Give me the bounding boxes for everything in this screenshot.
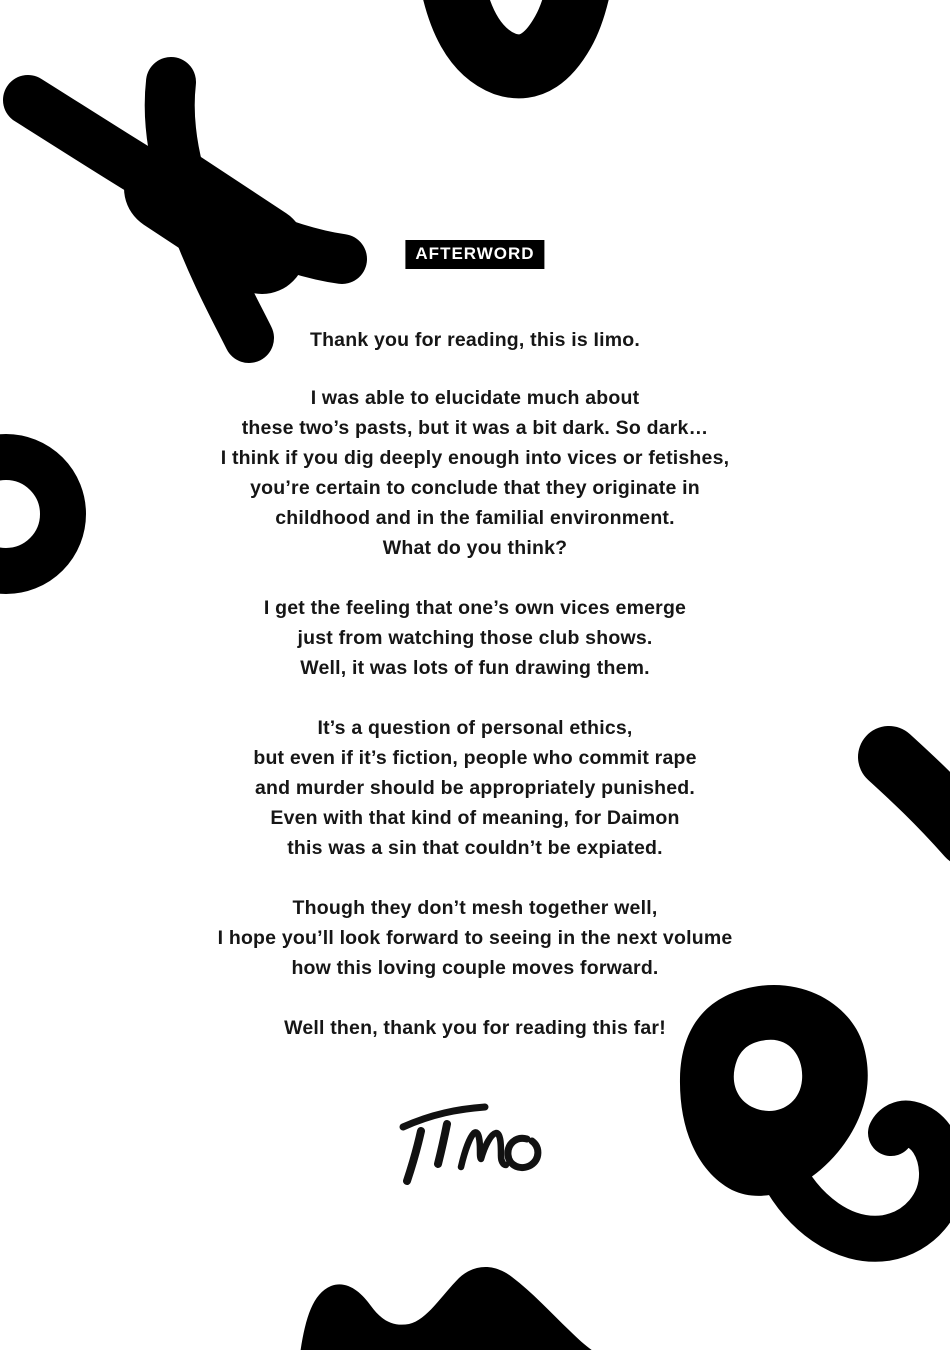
paragraph-ethics (100, 713, 850, 863)
text-line: childhood and in the familial environment. (275, 507, 675, 529)
giant-letter-stroke-icon (889, 757, 950, 836)
text-line: but even if it’s fiction, people who commit rape (253, 747, 697, 769)
giant-letter-k-icon (28, 82, 342, 338)
text-line: I think if you dig deeply enough into vices or fetishes, (220, 447, 730, 469)
text-line: Even with that kind of meaning, for Daimon (270, 807, 680, 829)
text-line: this was a sin that couldn’t be expiated. (287, 837, 663, 859)
text-line: What do you think? (382, 537, 568, 559)
text-line: these two’s pasts, but it was a bit dark. So dark… (241, 417, 709, 439)
text-line: It’s a question of personal ethics, (317, 717, 633, 739)
paragraph-pasts (100, 383, 850, 563)
giant-letter-ring-icon (0, 457, 63, 571)
text-line: I get the feeling that one’s own vices emerge (263, 597, 687, 619)
text-line: Though they don’t mesh together well, (292, 897, 658, 919)
paragraph-closing (100, 1013, 850, 1043)
paragraph-thanks (100, 325, 850, 355)
text-line: how this loving couple moves forward. (291, 957, 659, 979)
afterword-title: AFTERWORD (405, 240, 544, 269)
text-line: Well then, thank you for reading this far! (284, 1017, 666, 1039)
text-line: I was able to elucidate much about (310, 387, 640, 409)
paragraph-next-volume (100, 893, 850, 983)
text-line: you’re certain to conclude that they originate in (250, 477, 700, 499)
giant-letter-h-icon (300, 1267, 601, 1350)
text-line: just from watching those club shows. (297, 627, 653, 649)
text-line: Well, it was lots of fun drawing them. (300, 657, 650, 679)
text-line: I hope you’ll look forward to seeing in the next volume (217, 927, 733, 949)
paragraph-vices (100, 593, 850, 683)
text-line: Thank you for reading, this is Iimo. (309, 329, 641, 351)
text-line: and murder should be appropriately punished. (254, 777, 696, 799)
giant-letter-notch-icon (450, 0, 581, 66)
